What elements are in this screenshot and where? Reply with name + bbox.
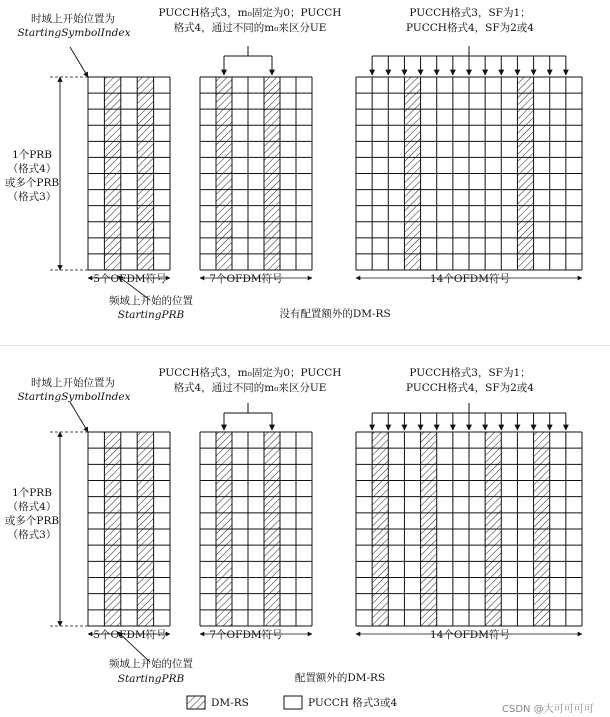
freq-start-param: StartingPRB <box>117 673 185 685</box>
prb-label-line3: 或多个PRB <box>4 515 60 527</box>
prb-label-line1: 1个PRB <box>12 487 52 499</box>
time-start-label: 时域上开始位置为 <box>31 13 115 25</box>
note-middle-line2: 格式4，通过不同的m₀来区分UE <box>173 382 327 394</box>
ofdm-grid <box>88 77 170 278</box>
time-start-param: StartingSymbolIndex <box>17 391 131 403</box>
legend-dmrs-label: DM-RS <box>211 697 249 709</box>
start-symbol-pointer <box>70 47 88 77</box>
prb-label-line4: （格式3） <box>7 529 57 541</box>
prb-label-line1: 1个PRB <box>12 149 52 161</box>
time-start-param: StartingSymbolIndex <box>17 27 131 39</box>
note-right-line2: PUCCH格式4，SF为2或4 <box>406 382 534 394</box>
ofdm-grid <box>88 432 170 634</box>
freq-start-label: 频域上开始的位置 <box>109 658 193 670</box>
ofdm-grid <box>200 403 312 634</box>
note-right-line1: PUCCH格式3，SF为1； <box>409 367 531 379</box>
note-middle-line1: PUCCH格式3，m₀固定为0；PUCCH <box>158 7 342 19</box>
freq-start-label: 频域上开始的位置 <box>109 295 193 307</box>
panel-caption: 没有配置额外的DM-RS <box>279 308 391 320</box>
ofdm-grid <box>200 46 312 278</box>
note-right-line1: PUCCH格式3，SF为1； <box>409 7 531 19</box>
prb-label-line4: （格式3） <box>7 191 57 203</box>
panel-caption: 配置额外的DM-RS <box>294 672 386 684</box>
grid-label-7-symbols: 7个OFDM符号 <box>209 629 283 641</box>
start-symbol-pointer <box>70 402 88 432</box>
grid-label-5-symbols: 5个OFDM符号 <box>93 629 167 641</box>
legend-data-swatch <box>284 696 302 709</box>
grid-label-5-symbols: 5个OFDM符号 <box>93 273 167 285</box>
freq-start-param: StartingPRB <box>117 309 185 321</box>
ofdm-grid <box>356 46 582 278</box>
grid-label-14-symbols: 14个OFDM符号 <box>430 273 510 285</box>
prb-label-line2: （格式4） <box>7 163 57 175</box>
legend-data-label: PUCCH 格式3或4 <box>308 697 398 709</box>
legend-dmrs-swatch <box>187 696 205 709</box>
panel-divider <box>0 345 610 346</box>
note-middle-line1: PUCCH格式3，m₀固定为0；PUCCH <box>158 367 342 379</box>
watermark: CSDN @大可可可可 <box>502 704 594 715</box>
prb-label-line3: 或多个PRB <box>4 177 60 189</box>
note-middle-line2: 格式4，通过不同的m₀来区分UE <box>173 22 327 34</box>
prb-label-line2: （格式4） <box>7 501 57 513</box>
note-right-line2: PUCCH格式4，SF为2或4 <box>406 22 534 34</box>
ofdm-grid <box>356 403 582 634</box>
grid-label-14-symbols: 14个OFDM符号 <box>430 629 510 641</box>
grid-label-7-symbols: 7个OFDM符号 <box>209 273 283 285</box>
time-start-label: 时域上开始位置为 <box>31 377 115 389</box>
